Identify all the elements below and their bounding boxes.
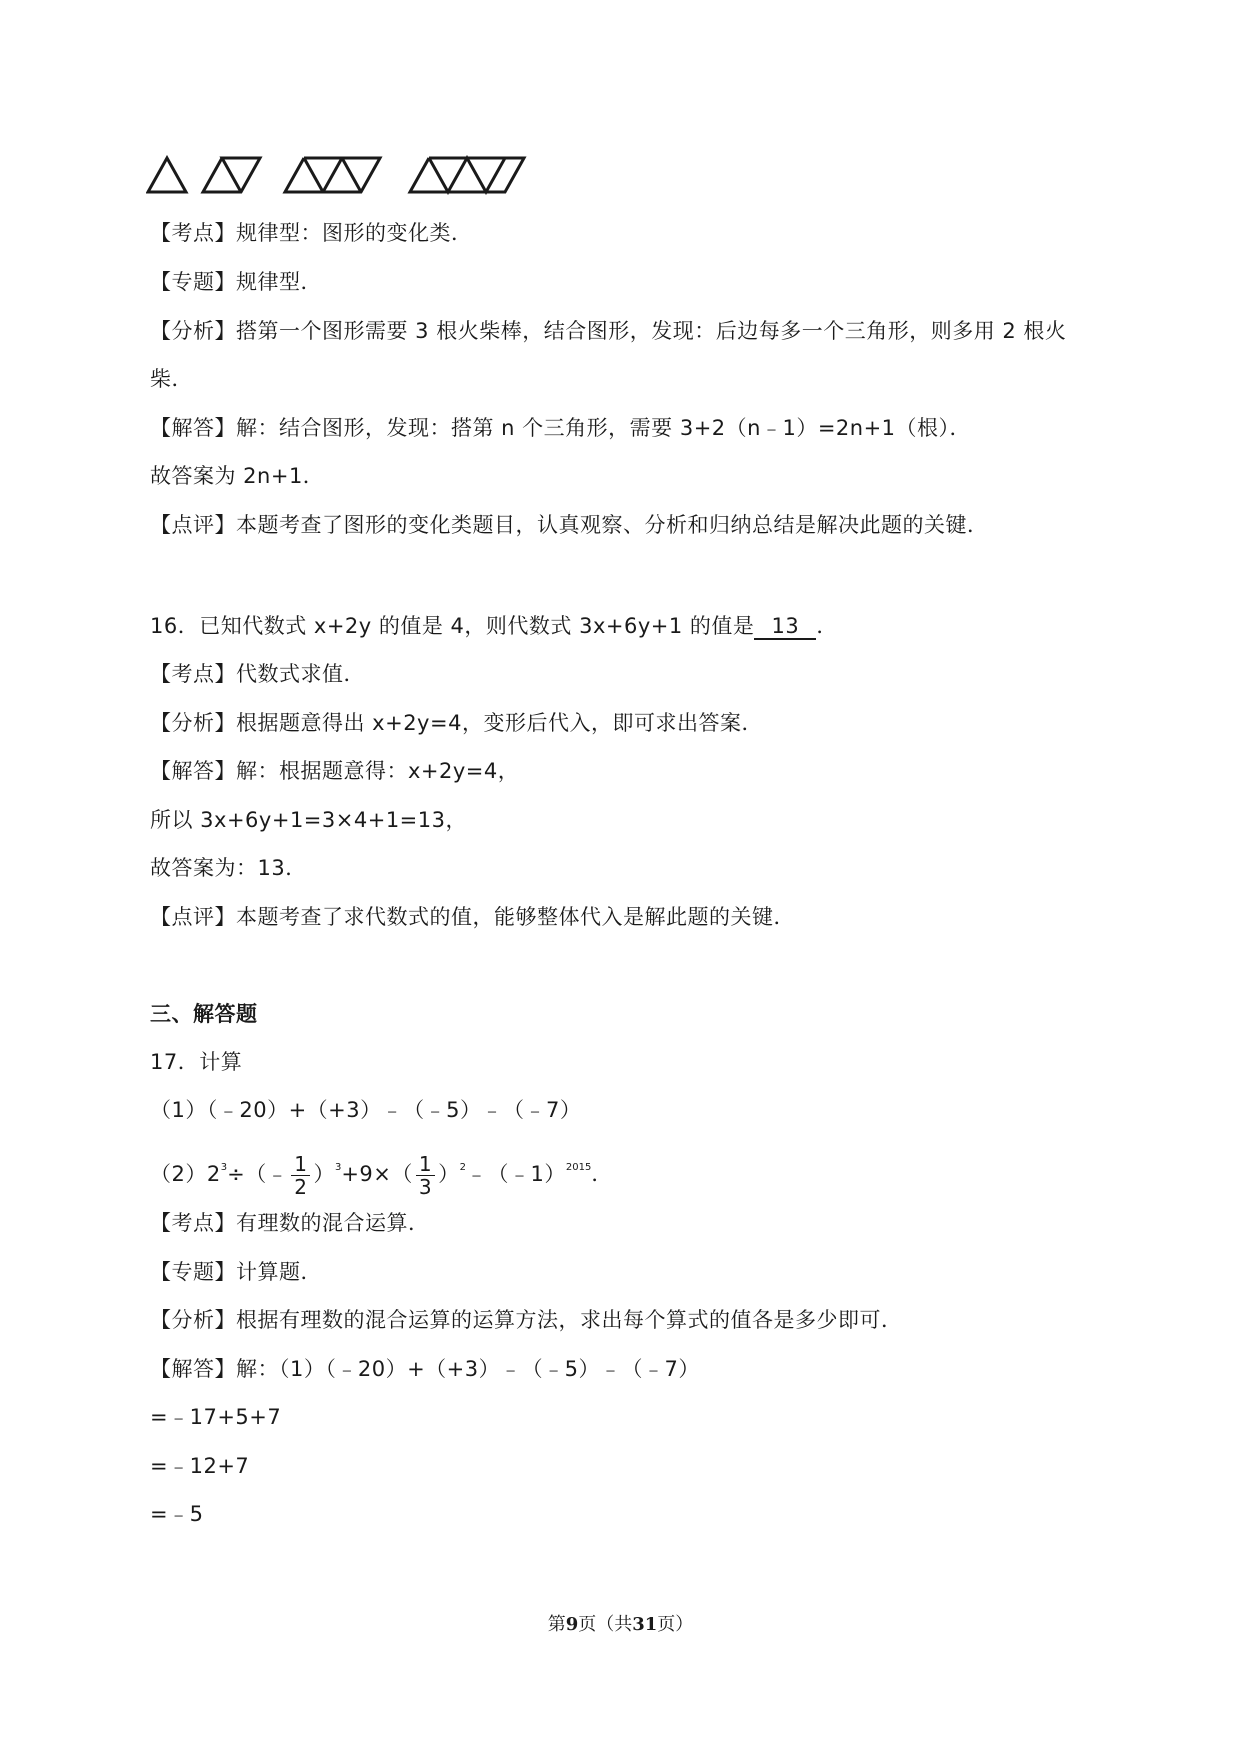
exponent: 2015 [565,1162,592,1173]
triangle-pattern-3 [285,158,380,192]
matchstick-triangles-figure [146,155,586,195]
exponent: 3 [220,1162,228,1173]
q16-kaodian: 【考点】代数式求值． [150,662,365,686]
fraction-one-third [416,1153,435,1198]
q17-part2-text: ． [591,1162,613,1186]
page-number: 9 [565,1614,579,1635]
q17-part2-text: +9×（ [341,1162,413,1186]
denominator: 2 [294,1174,308,1199]
triangle-pattern-2 [203,158,260,192]
q15-analysis-line2: 柴． [150,367,193,391]
numerator: 1 [416,1153,435,1176]
q17-part2-text: ﹣（﹣1） [466,1162,566,1186]
q17-stem: 17．计算 [150,1050,243,1074]
triangle-pattern-4 [410,158,524,192]
q15-kaodian: 【考点】规律型：图形的变化类． [150,221,473,245]
q16-solution: 【解答】解：根据题意得：x+2y=4， [150,759,520,783]
q17-step-1: =﹣17+5+7 [150,1405,282,1429]
q17-part2-text: ÷（﹣ [227,1162,289,1186]
footer-text: 第 [547,1614,566,1635]
fraction-one-half [291,1153,310,1198]
q16-stem [150,611,838,641]
q16-answer-blank: 13 [754,614,816,640]
numerator: 1 [291,1153,310,1176]
total-pages: 31 [632,1614,658,1635]
q16-answer: 故答案为：13． [150,856,307,880]
q17-analysis: 【分析】根据有理数的混合运算的运算方法，求出每个算式的值各是多少即可． [150,1308,903,1332]
q16-step: 所以 3x+6y+1=3×4+1=13， [150,808,467,832]
q15-analysis-line1: 【分析】搭第一个图形需要 3 根火柴棒，结合图形，发现：后边每多一个三角形，则多用 2 根火 [150,319,1067,343]
q17-part1: （1）（﹣20）+（+3）﹣（﹣5）﹣（﹣7） [150,1098,582,1122]
footer-text: 页（共 [578,1614,633,1635]
page-footer [0,1610,1241,1636]
q17-step-3: =﹣5 [150,1502,204,1526]
q17-zhuanti: 【专题】计算题． [150,1260,322,1284]
q17-kaodian: 【考点】有理数的混合运算． [150,1211,430,1235]
q15-comment: 【点评】本题考查了图形的变化类题目，认真观察、分析和归纳总结是解决此题的关键． [150,513,989,537]
q17-part2-text: ） [438,1162,460,1186]
q15-zhuanti: 【专题】规律型． [150,270,322,294]
q17-part2 [150,1143,613,1199]
q16-stem-text: 16．已知代数式 x+2y 的值是 4，则代数式 3x+6y+1 的值是 [150,614,755,638]
denominator: 3 [418,1174,433,1199]
exponent: 3 [334,1162,342,1173]
q17-step-2: =﹣12+7 [150,1454,250,1478]
q17-part2-text: （2）2 [150,1162,221,1186]
triangle-pattern-1 [148,158,186,192]
q17-part2-text: ） [313,1162,335,1186]
footer-text: 页） [657,1614,694,1635]
q17-solution: 【解答】解：（1）（﹣20）+（+3）﹣（﹣5）﹣（﹣7） [150,1357,700,1381]
q16-analysis: 【分析】根据题意得出 x+2y=4，变形后代入，即可求出答案． [150,711,763,735]
q16-comment: 【点评】本题考查了求代数式的值，能够整体代入是解此题的关键． [150,905,795,929]
q16-stem-end: ． [816,614,838,638]
q15-answer: 故答案为 2n+1． [150,464,325,488]
q15-solution: 【解答】解：结合图形，发现：搭第 n 个三角形，需要 3+2（n﹣1）=2n+1（根）． [150,416,972,440]
section-heading: 三、解答题 [150,1002,258,1026]
exponent: 2 [459,1162,466,1173]
